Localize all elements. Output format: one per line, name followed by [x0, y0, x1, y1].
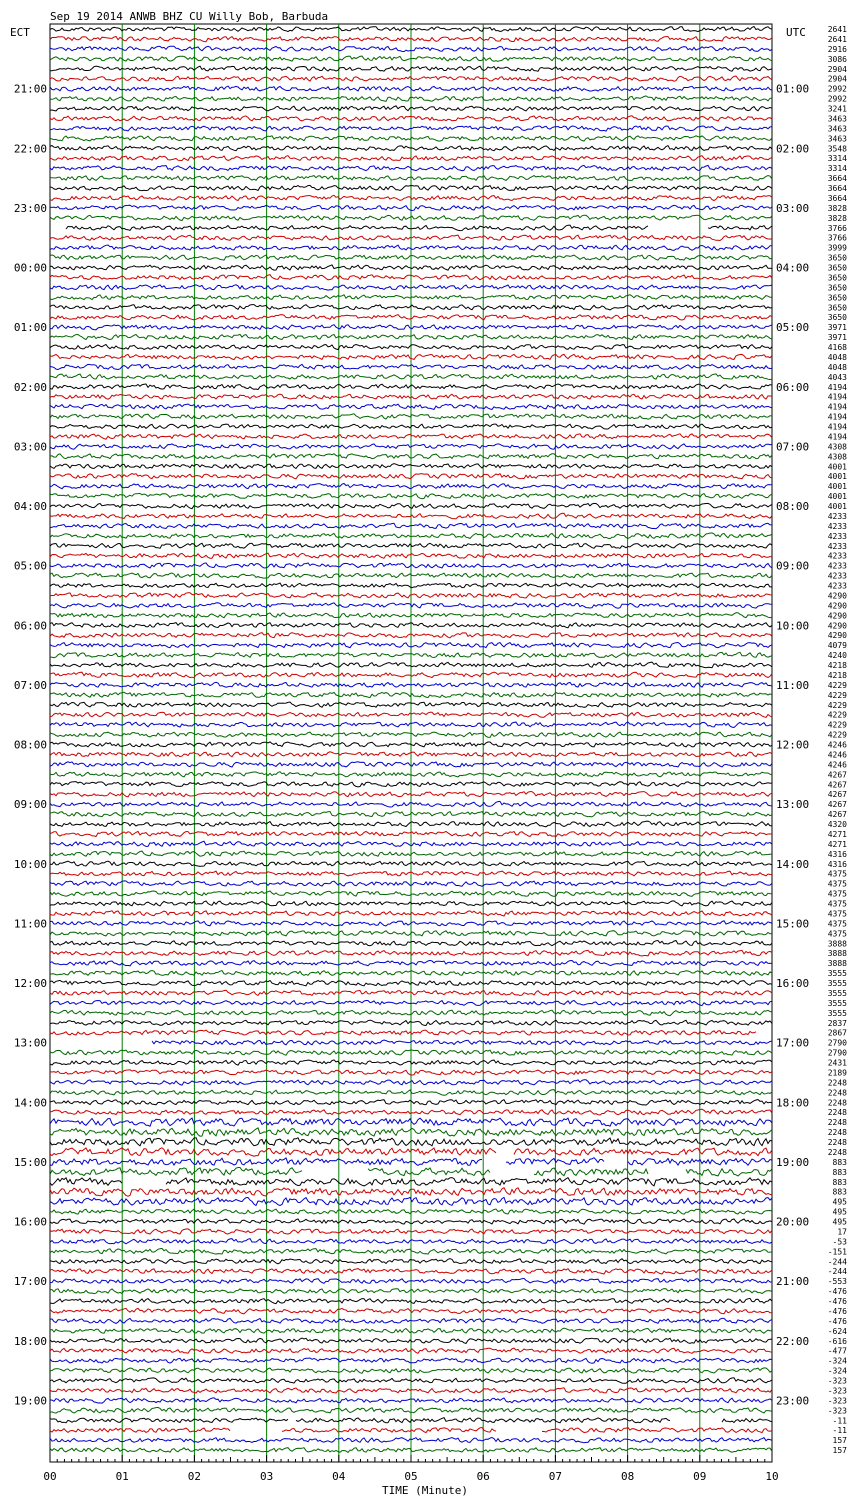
left-hour-label: 03:00 — [13, 440, 47, 454]
line-offset-label: 495 — [832, 1217, 847, 1227]
line-offset-label: 4194 — [827, 402, 847, 412]
line-offset-label: 4194 — [827, 392, 847, 402]
right-hour-label: 06:00 — [776, 380, 810, 394]
line-offset-label: 3650 — [827, 253, 847, 263]
line-offset-label: 4233 — [827, 521, 847, 531]
line-offset-label: 4246 — [827, 740, 847, 750]
line-offset-label: 4229 — [827, 690, 847, 700]
line-offset-label: 4375 — [827, 869, 847, 879]
line-offset-label: 3999 — [827, 243, 847, 253]
left-hour-label: 21:00 — [13, 82, 47, 96]
line-offset-label: 17 — [837, 1227, 847, 1237]
left-hour-label: 06:00 — [13, 619, 47, 633]
line-offset-label: -323 — [827, 1396, 847, 1406]
line-offset-label: -323 — [827, 1376, 847, 1386]
line-offset-label: -616 — [827, 1336, 847, 1346]
right-hour-label: 22:00 — [776, 1334, 810, 1348]
line-offset-label: 2248 — [827, 1108, 847, 1118]
line-offset-label: 4308 — [827, 452, 847, 462]
line-offset-label: 4194 — [827, 432, 847, 442]
line-offset-label: 4290 — [827, 611, 847, 621]
line-offset-label: 883 — [832, 1157, 847, 1167]
line-offset-label: 4375 — [827, 879, 847, 889]
line-offset-label: 4194 — [827, 382, 847, 392]
line-offset-label: 4267 — [827, 780, 847, 790]
left-hour-label: 05:00 — [13, 559, 47, 573]
line-offset-label: 4375 — [827, 899, 847, 909]
line-offset-label: -476 — [827, 1306, 847, 1316]
left-hour-label: 00:00 — [13, 261, 47, 275]
left-hour-label: 14:00 — [13, 1096, 47, 1110]
left-hour-label: 18:00 — [13, 1334, 47, 1348]
line-offset-label: 3650 — [827, 283, 847, 293]
line-offset-label: 2904 — [827, 74, 847, 84]
line-offset-label: 883 — [832, 1177, 847, 1187]
right-axis-title: UTC — [786, 26, 806, 39]
line-offset-label: 2641 — [827, 25, 847, 34]
line-offset-label: 4001 — [827, 472, 847, 482]
line-offset-label: 3828 — [827, 203, 847, 213]
left-hour-label: 22:00 — [13, 142, 47, 156]
line-offset-label: 3766 — [827, 233, 847, 243]
x-tick-label: 10 — [765, 1470, 779, 1483]
line-offset-label: 4001 — [827, 502, 847, 511]
left-axis-title: ECT — [10, 26, 30, 39]
right-hour-label: 07:00 — [776, 440, 810, 454]
line-offset-label: 4320 — [827, 820, 847, 829]
line-offset-label: 495 — [832, 1207, 847, 1217]
line-offset-label: 3314 — [827, 164, 847, 174]
line-offset-label: 4218 — [827, 670, 847, 680]
x-axis-ticks — [43, 1455, 778, 1483]
right-hour-label: 03:00 — [776, 201, 810, 215]
line-offset-label: 3664 — [827, 174, 847, 184]
line-offset-label: 4308 — [827, 442, 847, 452]
right-hour-label: 10:00 — [776, 619, 810, 633]
line-offset-label: 4271 — [827, 829, 847, 839]
line-offset-label: 3241 — [827, 104, 847, 114]
left-hour-label: 08:00 — [13, 738, 47, 752]
line-offset-label: 2790 — [827, 1038, 847, 1048]
line-offset-label: 4229 — [827, 700, 847, 710]
right-hour-label: 23:00 — [776, 1394, 810, 1408]
line-offset-label: 3650 — [827, 293, 847, 303]
line-offset-label: 4233 — [827, 511, 847, 521]
line-offset-label: -244 — [827, 1257, 847, 1267]
x-tick-label: 03 — [259, 1470, 274, 1483]
line-offset-label: 3463 — [827, 114, 847, 124]
line-offset-label: 4194 — [827, 412, 847, 422]
left-hour-label: 07:00 — [13, 678, 47, 692]
x-tick-label: 00 — [43, 1470, 57, 1483]
line-offset-label: 157 — [832, 1446, 847, 1456]
left-hour-label: 04:00 — [13, 500, 47, 513]
line-offset-label: 2248 — [827, 1138, 847, 1147]
line-offset-label: 4218 — [827, 661, 847, 670]
line-offset-label: 3828 — [827, 213, 847, 223]
line-offset-label: 3888 — [827, 949, 847, 959]
line-offset-label: 4271 — [827, 839, 847, 849]
right-hour-label: 19:00 — [776, 1155, 810, 1169]
line-offset-label: 4375 — [827, 919, 847, 929]
line-offset-label: 4233 — [827, 581, 847, 591]
x-axis-title: TIME (Minute) — [381, 1484, 469, 1497]
line-offset-label: -151 — [827, 1247, 847, 1257]
left-hour-label: 09:00 — [13, 798, 47, 812]
left-hour-label: 16:00 — [13, 1215, 47, 1229]
line-offset-label: 2248 — [827, 1098, 847, 1108]
line-offset-label: 4043 — [827, 372, 847, 382]
line-offset-label: -53 — [832, 1237, 847, 1247]
line-offset-label: 3555 — [827, 998, 847, 1008]
chart-title: Sep 19 2014 ANWB BHZ CU Willy Bob, Barbuda — [50, 10, 329, 23]
line-offset-label: 4001 — [827, 482, 847, 492]
line-offset-label: -476 — [827, 1316, 847, 1326]
line-offset-label: 4229 — [827, 720, 847, 730]
x-tick-label: 09 — [693, 1470, 707, 1483]
line-offset-label: 4168 — [827, 343, 847, 352]
left-hour-label: 01:00 — [13, 321, 47, 335]
line-offset-label: 4233 — [827, 571, 847, 581]
trace-line — [152, 1040, 772, 1045]
line-offset-label: 3650 — [827, 313, 847, 323]
line-offset-label: 4233 — [827, 531, 847, 541]
line-offset-label: 2837 — [827, 1018, 847, 1028]
line-offset-label: 3971 — [827, 333, 847, 343]
x-tick-label: 04 — [332, 1470, 346, 1483]
trace-line — [66, 225, 772, 231]
left-hour-label: 10:00 — [13, 857, 47, 871]
right-hour-labels — [776, 83, 809, 1408]
line-offset-label: 4048 — [827, 362, 847, 372]
right-hour-label: 16:00 — [776, 977, 810, 990]
line-offset-label: -553 — [827, 1277, 847, 1287]
line-offset-label: 4246 — [827, 750, 847, 760]
line-offset-label: -477 — [827, 1346, 847, 1356]
line-offset-label: -11 — [832, 1416, 847, 1426]
line-offset-label: -476 — [827, 1287, 847, 1297]
line-offset-label: 4240 — [827, 651, 847, 661]
line-offset-label: -323 — [827, 1386, 847, 1396]
line-offset-label: 3555 — [827, 1008, 847, 1018]
line-offset-label: -244 — [827, 1267, 847, 1277]
right-hour-label: 14:00 — [776, 857, 810, 871]
right-hour-label: 05:00 — [776, 321, 810, 335]
right-hour-label: 01:00 — [776, 82, 810, 96]
line-offset-label: 4316 — [827, 859, 847, 869]
line-offset-label: 4194 — [827, 422, 847, 432]
right-hour-label: 12:00 — [776, 738, 810, 752]
line-offset-label: 2248 — [827, 1078, 847, 1088]
right-hour-label: 11:00 — [776, 678, 810, 692]
line-offset-label: 4290 — [827, 621, 847, 631]
left-hour-label: 12:00 — [13, 977, 47, 990]
left-hour-label: 15:00 — [13, 1155, 47, 1169]
x-tick-label: 02 — [187, 1470, 202, 1483]
line-offset-label: 3650 — [827, 303, 847, 313]
x-tick-label: 07 — [548, 1470, 563, 1483]
line-offset-label: 3463 — [827, 124, 847, 134]
line-offset-label: -324 — [827, 1356, 847, 1366]
line-offset-label: 2992 — [827, 94, 847, 104]
line-offset-label: 4267 — [827, 770, 847, 780]
line-offset-label: 2916 — [827, 44, 847, 54]
line-offset-label: 4267 — [827, 790, 847, 800]
x-tick-label: 05 — [404, 1470, 418, 1483]
line-offset-label: 4001 — [827, 462, 847, 472]
line-offset-label: 2867 — [827, 1028, 847, 1038]
line-offset-label: 2992 — [827, 84, 847, 94]
line-offset-label: 2431 — [827, 1058, 847, 1068]
left-hour-labels — [14, 83, 47, 1408]
trace-line — [50, 1030, 756, 1035]
line-offset-label: 4267 — [827, 810, 847, 820]
right-hour-label: 18:00 — [776, 1096, 810, 1110]
line-offset-label: 3555 — [827, 969, 847, 979]
line-offset-label: 3086 — [827, 54, 847, 64]
line-offset-label: 4001 — [827, 492, 847, 502]
line-offset-label: 883 — [832, 1187, 847, 1197]
line-offset-label: 3548 — [827, 144, 847, 154]
left-hour-label: 23:00 — [13, 201, 47, 215]
right-hour-label: 15:00 — [776, 917, 810, 931]
line-offset-label: 3888 — [827, 939, 847, 949]
line-offset-label: 4316 — [827, 849, 847, 859]
line-offset-label: 3555 — [827, 988, 847, 998]
line-offset-label: 4375 — [827, 889, 847, 899]
right-hour-label: 20:00 — [776, 1215, 810, 1229]
line-offset-label: 4048 — [827, 352, 847, 362]
line-offset-label: 4246 — [827, 760, 847, 770]
right-hour-label: 02:00 — [776, 142, 810, 156]
line-offset-label: 495 — [832, 1197, 847, 1207]
x-tick-label: 08 — [620, 1470, 635, 1483]
line-offset-label: 3314 — [827, 154, 847, 164]
line-offset-label: 2904 — [827, 64, 847, 74]
line-offset-label: 3555 — [827, 979, 847, 988]
right-hour-label: 09:00 — [776, 559, 810, 573]
left-hour-label: 02:00 — [13, 380, 47, 394]
line-offset-label: 2790 — [827, 1048, 847, 1058]
line-offset-label: 4375 — [827, 909, 847, 919]
right-hour-label: 13:00 — [776, 798, 810, 812]
line-offset-label: 3766 — [827, 223, 847, 233]
left-hour-label: 17:00 — [13, 1275, 47, 1289]
line-offset-label: 4290 — [827, 591, 847, 601]
line-offset-label: -323 — [827, 1406, 847, 1416]
line-offset-label: 4079 — [827, 641, 847, 651]
line-offset-label: -11 — [832, 1426, 847, 1436]
left-hour-label: 19:00 — [13, 1394, 47, 1408]
line-offset-label: 157 — [832, 1436, 847, 1446]
line-offset-label: 4290 — [827, 601, 847, 611]
line-offset-label: -324 — [827, 1366, 847, 1376]
line-offset-label: 2248 — [827, 1088, 847, 1098]
line-offset-label: 3664 — [827, 193, 847, 203]
line-offset-label: 4229 — [827, 680, 847, 690]
right-hour-label: 21:00 — [776, 1275, 810, 1289]
line-offset-label: 2641 — [827, 34, 847, 44]
line-offset-label: 4375 — [827, 929, 847, 939]
line-offset-label: 883 — [832, 1167, 847, 1177]
line-offset-label: 3650 — [827, 273, 847, 283]
line-offset-label: 2189 — [827, 1068, 847, 1078]
line-offset-label: 3888 — [827, 959, 847, 969]
right-hour-label: 17:00 — [776, 1036, 810, 1050]
line-offset-label: 2248 — [827, 1118, 847, 1128]
line-offset-label: 4267 — [827, 800, 847, 810]
x-tick-label: 01 — [115, 1470, 129, 1483]
line-offset-label: 4229 — [827, 710, 847, 720]
line-offset-label: 4229 — [827, 730, 847, 740]
line-offset-label: 4290 — [827, 631, 847, 641]
line-offset-label: -476 — [827, 1297, 847, 1306]
x-tick-label: 06 — [476, 1470, 490, 1483]
line-offset-labels — [828, 25, 847, 1455]
line-offset-label: 2248 — [827, 1147, 847, 1157]
line-offset-label: 4233 — [827, 561, 847, 571]
right-hour-label: 08:00 — [776, 500, 810, 513]
right-hour-label: 04:00 — [776, 261, 810, 275]
line-offset-label: 4233 — [827, 541, 847, 551]
line-offset-label: 3664 — [827, 184, 847, 193]
line-offset-label: 4233 — [827, 551, 847, 561]
line-offset-label: 2248 — [827, 1128, 847, 1138]
left-hour-label: 13:00 — [13, 1036, 47, 1050]
line-offset-label: -624 — [827, 1326, 847, 1336]
line-offset-label: 3650 — [827, 263, 847, 273]
line-offset-label: 3971 — [827, 323, 847, 333]
left-hour-label: 11:00 — [13, 917, 47, 931]
line-offset-label: 3463 — [827, 134, 847, 144]
